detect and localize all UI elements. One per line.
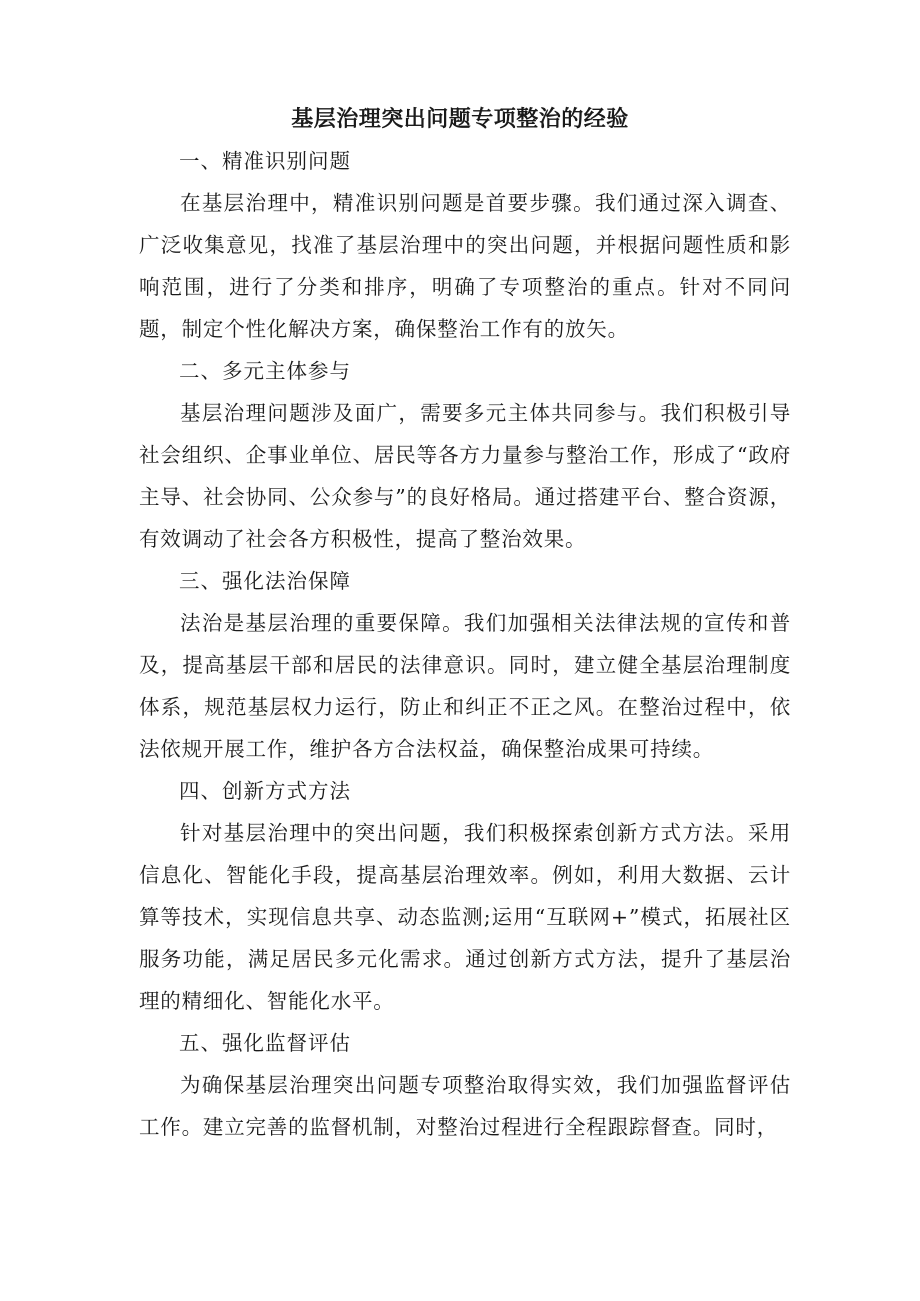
- section-heading: 五、强化监督评估: [179, 1031, 351, 1055]
- section-heading: 四、创新方式方法: [179, 779, 351, 803]
- section-5: [139, 1022, 791, 1148]
- section-paragraph: 基层治理问题涉及面广，需要多元主体共同参与。我们积极引导社会组织、企事业单位、居民等各方力量参与整治工作，形成了“政府主导、社会协同、公众参与”的良好格局。通过搭建平台、整合资源，有效调动了社会各方积极性，提高了整治效果。: [139, 401, 791, 551]
- section-paragraph: 针对基层治理中的突出问题，我们积极探索创新方式方法。采用信息化、智能化手段，提高基层治理效率。例如，利用大数据、云计算等技术，实现信息共享、动态监测;运用“互联网+”模式，拓展社区服务功能，满足居民多元化需求。通过创新方式方法，提升了基层治理的精细化、智能化水平。: [139, 821, 791, 1013]
- section-4: [139, 770, 791, 1022]
- section-heading: 一、精准识别问题: [179, 149, 351, 173]
- section-heading: 二、多元主体参与: [179, 359, 351, 383]
- section-3: [139, 560, 791, 770]
- document-title: 基层治理突出问题专项整治的经验: [291, 106, 629, 132]
- section-paragraph: 法治是基层治理的重要保障。我们加强相关法律法规的宣传和普及，提高基层干部和居民的法律意识。同时，建立健全基层治理制度体系，规范基层权力运行，防止和纠正不正之风。在整治过程中，依法依规开展工作，维护各方合法权益，确保整治成果可持续。: [139, 611, 791, 761]
- section-paragraph: 为确保基层治理突出问题专项整治取得实效，我们加强监督评估工作。建立完善的监督机制，对整治过程进行全程跟踪督查。同时，: [139, 1073, 791, 1139]
- document-body: [139, 140, 791, 1148]
- section-paragraph: 在基层治理中，精准识别问题是首要步骤。我们通过深入调查、广泛收集意见，找准了基层治理中的突出问题，并根据问题性质和影响范围，进行了分类和排序，明确了专项整治的重点。针对不同问题，制定个性化解决方案，确保整治工作有的放矢。: [139, 191, 791, 341]
- section-1: [139, 140, 791, 350]
- section-heading: 三、强化法治保障: [179, 569, 351, 593]
- section-2: [139, 350, 791, 560]
